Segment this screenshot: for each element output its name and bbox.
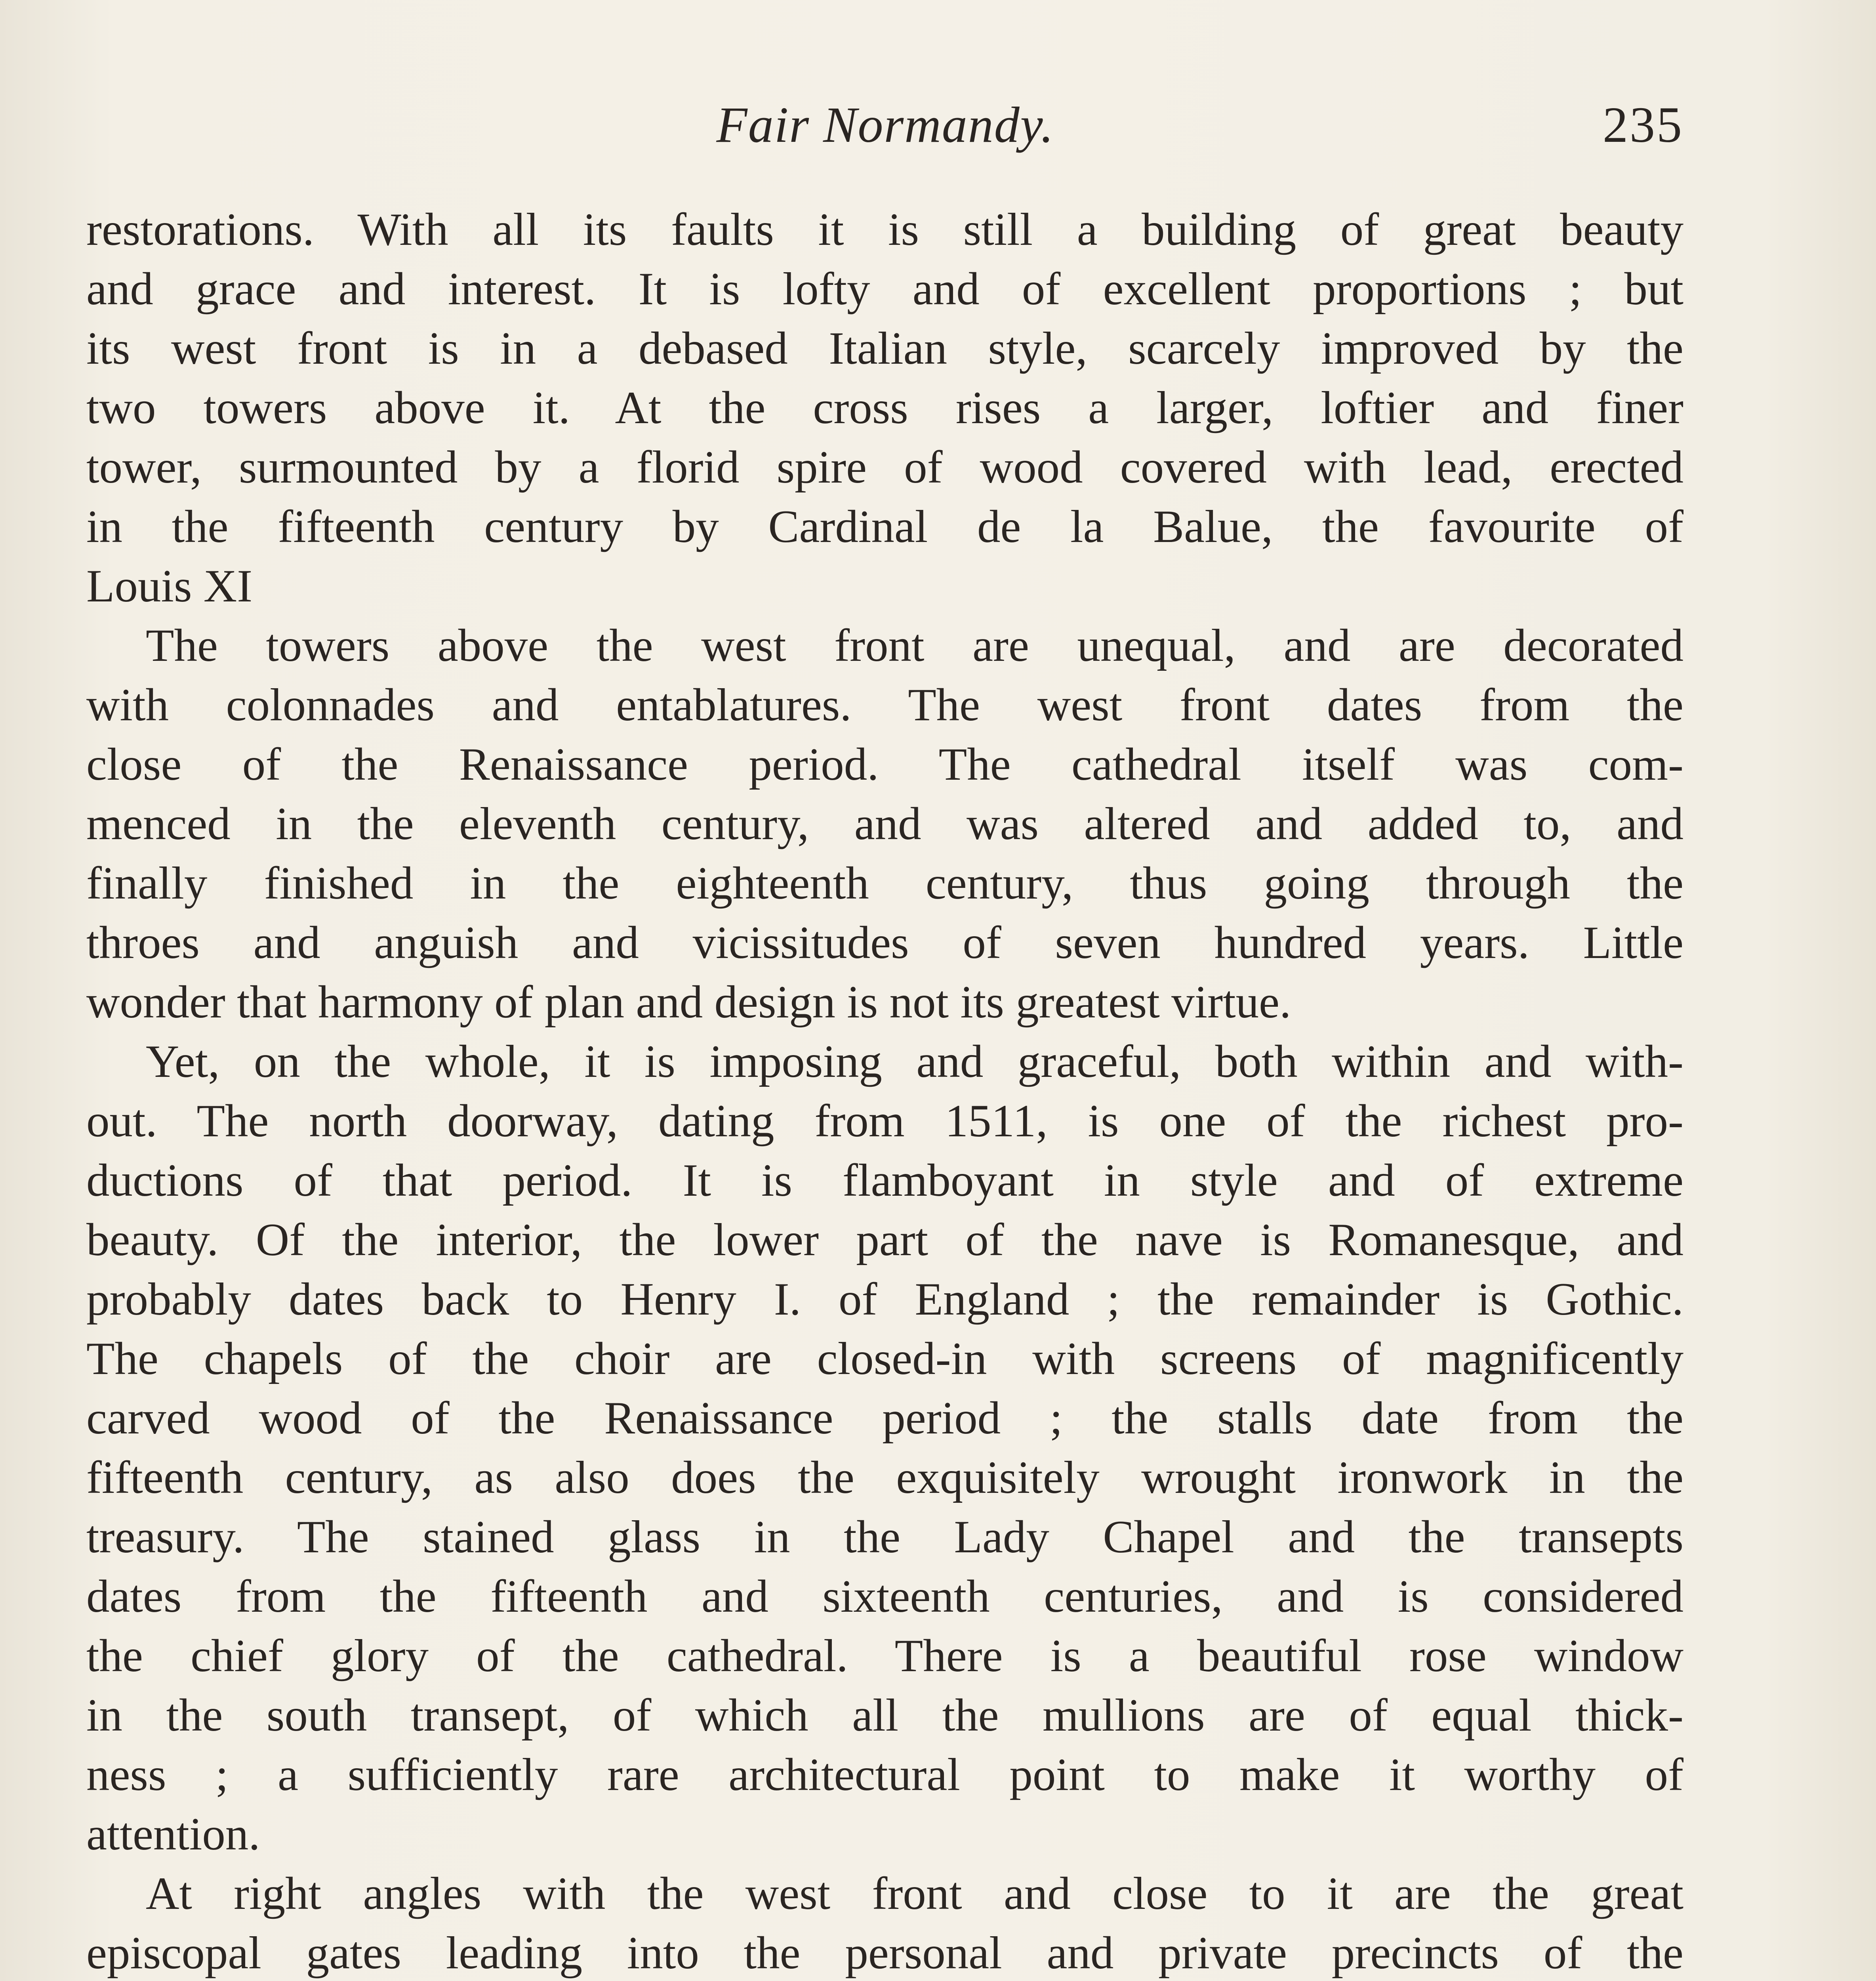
text-line: two towers above it. At the cross rises a larger, loftier and finer <box>86 382 1683 433</box>
text-line: throes and anguish and vicissitudes of seven hundred years. Little <box>86 917 1683 968</box>
text-line: At right angles with the west front and close to it are the great <box>146 1868 1683 1919</box>
running-title: Fair Normandy. <box>716 97 1054 153</box>
page-number: 235 <box>1603 97 1683 153</box>
text-line: Yet, on the whole, it is imposing and graceful, both within and with- <box>146 1036 1683 1087</box>
text-line: ness ; a sufficiently rare architectural point to make it worthy of <box>86 1749 1683 1800</box>
text-line: carved wood of the Renaissance period ; the stalls date from the <box>86 1393 1683 1444</box>
text-line: out. The north doorway, dating from 1511, is one of the richest pro- <box>86 1095 1683 1147</box>
text-line: The towers above the west front are unequal, and are decorated <box>146 620 1683 671</box>
text-line: Louis XI <box>86 561 253 612</box>
text-line: in the fifteenth century by Cardinal de la Balue, the favourite of <box>86 501 1683 552</box>
text-line: in the south transept, of which all the mullions are of equal thick- <box>86 1690 1683 1741</box>
running-head <box>87 85 1683 164</box>
text-line: its west front is in a debased Italian style, scarcely improved by the <box>86 323 1683 374</box>
text-line: treasury. The stained glass in the Lady Chapel and the transepts <box>86 1512 1683 1563</box>
text-line: attention. <box>86 1809 260 1860</box>
text-line: and grace and interest. It is lofty and of excellent proportions ; but <box>86 263 1683 315</box>
text-line: fifteenth century, as also does the exquisitely wrought ironwork in the <box>86 1452 1683 1503</box>
text-line: wonder that harmony of plan and design is not its greatest virtue. <box>86 977 1291 1028</box>
text-line: episcopal gates leading into the personal and private precincts of the <box>86 1928 1683 1979</box>
text-line: menced in the eleventh century, and was altered and added to, and <box>86 798 1683 849</box>
text-line: beauty. Of the interior, the lower part of the nave is Romanesque, and <box>86 1214 1683 1265</box>
text-line: finally finished in the eighteenth century, thus going through the <box>86 858 1683 909</box>
text-line: probably dates back to Henry I. of England ; the remainder is Gothic. <box>86 1274 1683 1325</box>
text-line: the chief glory of the cathedral. There is a beautiful rose window <box>86 1630 1683 1681</box>
body-text <box>86 200 1683 1981</box>
text-line: ductions of that period. It is flamboyant in style and of extreme <box>86 1155 1683 1206</box>
text-line: with colonnades and entablatures. The west front dates from the <box>86 679 1683 731</box>
text-line: close of the Renaissance period. The cathedral itself was com- <box>86 739 1683 790</box>
text-line: tower, surmounted by a florid spire of wood covered with lead, erected <box>86 442 1683 493</box>
text-line: The chapels of the choir are closed-in with screens of magnificently <box>86 1333 1683 1384</box>
text-line: restorations. With all its faults it is still a building of great beauty <box>86 204 1683 255</box>
text-line: dates from the fifteenth and sixteenth centuries, and is considered <box>86 1571 1683 1622</box>
